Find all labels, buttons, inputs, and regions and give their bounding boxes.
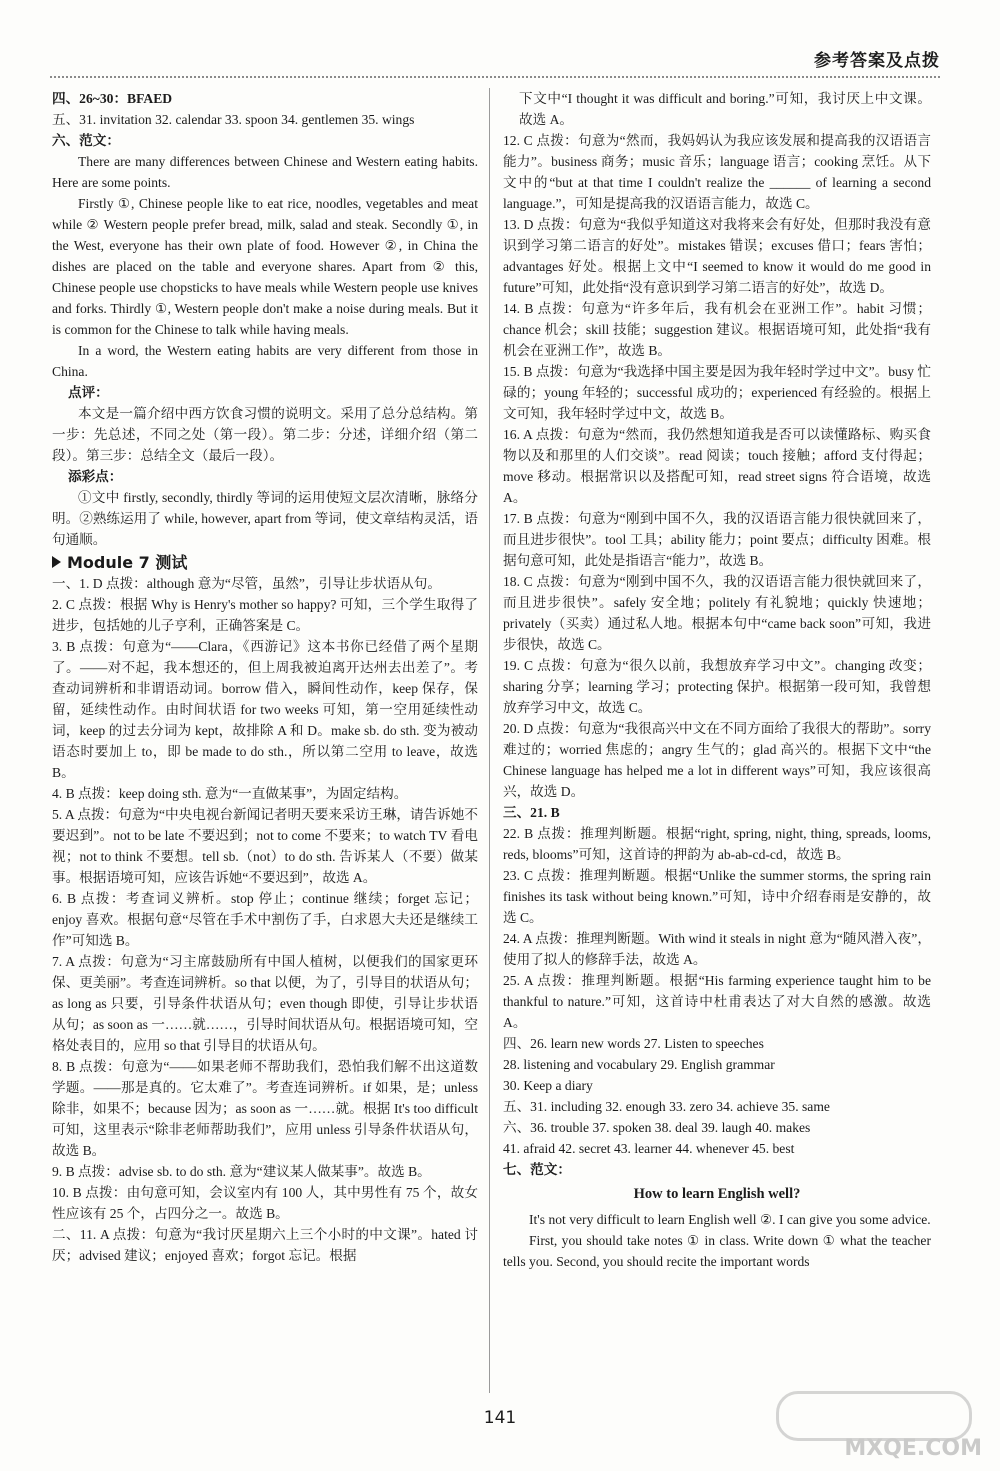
section-four-answers: 四、26~30：BFAED: [52, 91, 173, 106]
answer-17: 17. B 点拨：句意为“刚到中国不久，我的汉语语言能力很快就回来了，而且进步很快”。tool 工具；ability 能力；point 要点；difficulty 困难。根据句意可知，此处是指语言“能力”，故选 B。: [503, 511, 931, 568]
left-column: [52, 88, 478, 1266]
answer-19: 19. C 点拨：句意为“很久以前，我想放弃学习中文”。changing 改变；sharing 分享；learning 学习；protecting 保护。根据第一段可知，我曾想放弃学习中文，故选 C。: [503, 658, 931, 715]
answer-22: 22. B 点拨：推理判断题。根据“right, spring, night, thing, spreads, looms, reds, blooms”可知，这首诗的押韵为 ab-ab-cd-cd，故选 B。: [503, 826, 931, 862]
answers-31-35: 五、31. including 32. enough 33. zero 34. achieve 35. same: [503, 1099, 830, 1114]
answer-16: 16. A 点拨：句意为“然而，我仍然想知道我是否可以读懂路标、购买食物以及和那里的人们交谈”。read 阅读；touch 接触；afford 支付得起；move 移动。根据常识以及搭配可知，read street signs 符合语境，故选 A。: [503, 427, 931, 505]
answer-24: 24. A 点拨：推理判断题。With wind it steals in night 意为“随风潜入夜”，使用了拟人的修辞手法，故选 A。: [503, 931, 931, 967]
answer-11-cont: 下文中“I thought it was difficult and boring.”可知，我讨厌上中文课。故选 A。: [519, 91, 931, 127]
answer-2: 2. C 点拨：根据 Why is Henry's mother so happy? 可知，三个学生取得了进步，包括她的儿子亨利，正确答案是 C。: [52, 597, 478, 633]
triangle-icon: [52, 556, 61, 568]
essay2-paragraph-1: It's not very difficult to learn English well ②. I can give you some advice.: [529, 1212, 931, 1227]
answer-18: 18. C 点拨：句意为“刚到中国不久，我的汉语语言能力很快就回来了，而且进步很快”。safely 安全地；politely 有礼貌地；quickly 快速地；privately（买卖）通过私人地。根据本句中“came back soon”可知，我进步很快，故选 C。: [503, 574, 931, 652]
answer-4: 4. B 点拨：keep doing sth. 意为“一直做某事”，为固定结构。: [52, 786, 408, 801]
answer-20: 20. D 点拨：句意为“我很高兴中文在不同方面给了我很大的帮助”。sorry 难过的；worried 焦虑的；angry 生气的；glad 高兴的。根据下文中“the Chinese language has helped me a lot in different ways”可知，我应该很高兴，故选 D。: [503, 721, 931, 799]
watermark-logo: [772, 1391, 982, 1461]
comment-label: 点评：: [68, 385, 109, 400]
answer-23: 23. C 点拨：推理判断题。根据“Unlike the summer storms, the spring rain finishes its task without being known.”可知，诗中介绍春雨是安静的，故选 C。: [503, 868, 931, 925]
comment-text: 本文是一篇介绍中西方饮食习惯的说明文。采用了总分总结构。第一步：先总述，不同之处（第一段）。第二步：分述，详细介绍（第二段）。第三步：总结全文（最后一段）。: [52, 406, 478, 463]
answer-7: 7. A 点拨：句意为“习主席鼓励所有中国人植树，以便我们的国家更环保、更美丽”。考查连词辨析。so that 以便，为了，引导目的状语从句；as long as 只要，引导条件状语从句；even though 即使，引导让步状语从句；as soon as 一……就……，引导时间状语从句。根据语境可知，空格处表目的，应用 so that 引导目的状语从句。: [52, 954, 478, 1053]
answer-5: 5. A 点拨：句意为“中央电视台新闻记者明天要来采访王琳，请告诉她不要迟到”。not to be late 不要迟到；not to come 不要来；to watch TV 看电视；not to think 不要想。tell sb.（not）to do sth. 告诉某人（不要）做某事。根据语境可知，应该告诉她“不要迟到”，故选 A。: [52, 807, 478, 885]
answer-25: 25. A 点拨：推理判断题。根据“His farming experience taught him to be thankful to nature.”可知，这首诗中杜甫表达了对大自然的感激。故选 A。: [503, 973, 931, 1030]
module-title: Module 7 测试: [67, 553, 188, 572]
header-title: 参考答案及点拨: [814, 51, 940, 71]
module-heading: [52, 552, 478, 573]
column-divider: [489, 88, 490, 1393]
answer-11: 二、11. A 点拨：句意为“我讨厌星期六上三个小时的中文课”。hated 讨厌；advised 建议；enjoyed 喜欢；forgot 忘记。根据: [52, 1227, 478, 1263]
answer-15: 15. B 点拨：句意为“我选择中国主要是因为我年轻时学过中文”。busy 忙碌的；young 年轻的；successful 成功的；experienced 有经验的。根据上文可知，我年轻时学过中文，故选 B。: [503, 364, 931, 421]
page-number: 141: [483, 1408, 517, 1428]
answer-1: 一、1. D 点拨：although 意为“尽管，虽然”，引导让步状语从句。: [52, 576, 441, 591]
essay-label-2: 七、范文：: [503, 1162, 571, 1177]
answers-41-45: 41. afraid 42. secret 43. learner 44. whenever 45. best: [503, 1141, 795, 1156]
essay-paragraph-2: Firstly ①, Chinese people like to eat rice, noodles, vegetables and meat while ② Western people prefer bread, milk, salad and steak. Secondly ①, in the West, everyone has their own plate of food. However ②, in China the dishes are placed on the table and everyone shares. Apart from ② this, Chinese people use chopsticks to have meals while Western people use knives and forks. Thirdly ①, Western people don't make a noise during meals. But it is common for the Chinese to talk while having meals.: [52, 196, 478, 337]
essay-paragraph-3: In a word, the Western eating habits are very different from those in China.: [52, 343, 478, 379]
page-header: [50, 40, 940, 78]
watermark-seal-icon: [776, 1391, 972, 1441]
answer-8: 8. B 点拨：句意为“——如果老师不帮助我们，恐怕我们解不出这道数学题。——那是真的。它太难了”。考查连词辨析。if 如果，是；unless 除非，如果不；because 因为；as soon as 一……就。根据 It's too difficult 可知，这里表示“除非老师帮助我们”，应用 unless 引导条件状语从句，故选 B。: [52, 1059, 478, 1158]
essay2-paragraph-2: First, you should take notes ① in class. Write down ① what the teacher tells you. Second, you should recite the important words: [503, 1233, 931, 1269]
highlights-text: ①文中 firstly, secondly, thirdly 等词的运用使短文层次清晰，脉络分明。②熟练运用了 while, however, apart from 等词，使文章结构灵活，语句通顺。: [52, 490, 478, 547]
answer-13: 13. D 点拨：句意为“我似乎知道这对我将来会有好处，但那时我没有意识到学习第二语言的好处”。mistakes 错误；excuses 借口；fears 害怕；advantages 好处。根据上文中“I seemed to know it would do me good in future”可知，此处指“没有意识到学习第二语言的好处”，故选 D。: [503, 217, 931, 295]
watermark-text: MXQE.COM: [844, 1436, 982, 1461]
right-column: [503, 88, 931, 1272]
section-five-answers: 五、31. invitation 32. calendar 33. spoon 34. gentlemen 35. wings: [52, 112, 415, 127]
highlights-label: 添彩点：: [68, 469, 123, 484]
answer-12: 12. C 点拨：句意为“然而，我妈妈认为我应该发展和提高我的汉语语言能力”。business 商务；music 音乐；language 语言；cooking 烹饪。从下文中的“but at that time I couldn't realize the ______ of learning a second language.”，可知是提高我的汉语语言能力，故选 C。: [503, 133, 931, 211]
essay-paragraph-1: There are many differences between Chinese and Western eating habits. Here are some points.: [52, 154, 478, 190]
essay-title: How to learn English well?: [633, 1186, 801, 1202]
answers-26-27: 四、26. learn new words 27. Listen to speeches: [503, 1036, 764, 1051]
answer-21: 三、21. B: [503, 805, 560, 820]
answer-9: 9. B 点拨：advise sb. to do sth. 意为“建议某人做某事”。故选 B。: [52, 1164, 431, 1179]
answers-28-29: 28. listening and vocabulary 29. English grammar: [503, 1057, 775, 1072]
answer-30: 30. Keep a diary: [503, 1078, 593, 1093]
answer-14: 14. B 点拨：句意为“许多年后，我有机会在亚洲工作”。habit 习惯；chance 机会；skill 技能；suggestion 建议。根据语境可知，此处指“我有机会在亚洲工作”，故选 B。: [503, 301, 931, 358]
answer-3: 3. B 点拨：句意为“——Clara，《西游记》这本书你已经借了两个星期了。——对不起，我本想还的，但上周我被迫离开达州去出差了”。考查动词辨析和非谓语动词。borrow 借入，瞬间性动作，keep 保存，保留，延续性动作。由时间状语 for two weeks 可知，第一空用延续性动词，keep 的过去分词为 kept，故排除 A 和 D。make sb. do sth. 变为被动语态时要加上 to，即 be made to do sth.，所以第二空用 to leave，故选 B。: [52, 639, 478, 780]
answers-36-40: 六、36. trouble 37. spoken 38. deal 39. laugh 40. makes: [503, 1120, 811, 1135]
essay-label: 六、范文：: [52, 133, 120, 148]
answer-6: 6. B 点拨：考查词义辨析。stop 停止；continue 继续；forget 忘记；enjoy 喜欢。根据句意“尽管在手术中割伤了手，白求恩大夫还是继续工作”可知选 B。: [52, 891, 478, 948]
answer-10: 10. B 点拨：由句意可知，会议室内有 100 人，其中男性有 75 个，故女性应该有 25 个，占四分之一。故选 B。: [52, 1185, 478, 1221]
